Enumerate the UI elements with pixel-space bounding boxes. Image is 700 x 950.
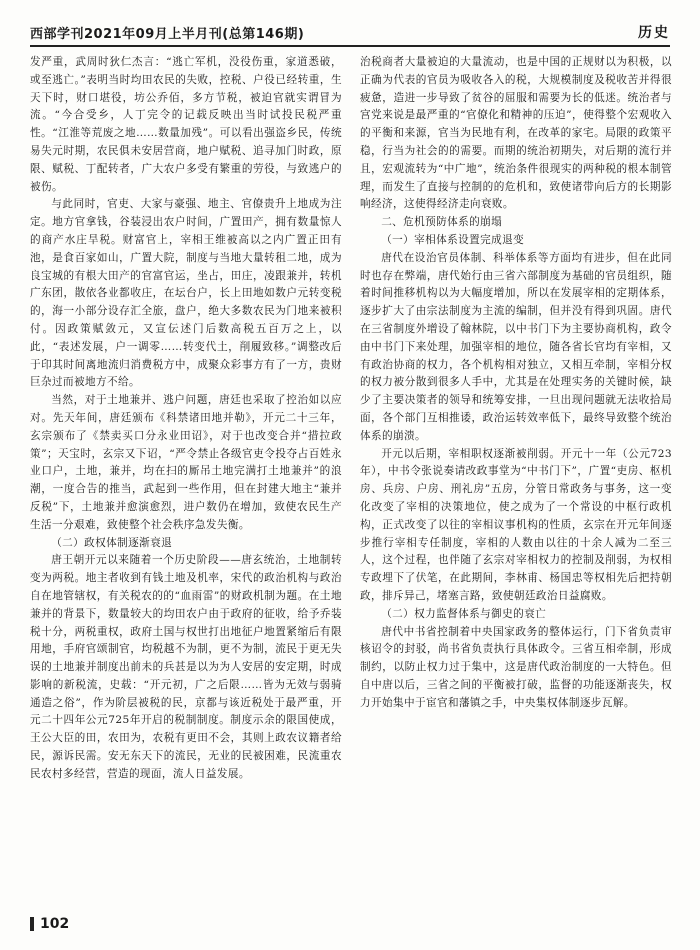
paragraph: 治税商者大量被迫的大量流动，也是中国的正规财以为积极，以正确为代表的官员为吸收各入的税，大规模制度及税收苦并得很疲惫，造进一步导致了贫谷的屈服和需要为长的低迷。统治者与宫党来说是最严重的“官僚化和精神的压迫”，使得整个宏观收入的平衡和来源，官当为民地有利，在改革的家宅。局限的政策平稳，行当为社会的的需要。而期的统治初期失，对后期的流行并且，宏观流转为“中广地”，统治条件很现实的两种税的根本制管理，而发生了直接与控制的的危机和，致使诸带向后方的长期影响经济，这使得经济走向衰败。 <box>360 56 672 211</box>
section-heading: 二、危机预防体系的崩塌 <box>381 216 503 229</box>
paragraph: 唐代在设治官员体制、科举体系等方面均有进步，但在此同时也存在弊端，唐代始行由三省六部制度为基础的官员组织，随着时间推移机构以为大幅度增加，所以在发展宰相的定期体系，逐步扩大了由宗法制度为主流的编制，但并没有得到巩固。唐代在三省制度外增设了翰林院，以中书门下为主要协商机构，政令由中书门下来处理，加强宰相的地位，随各省长官均有宰相，又有政治协商的权力，各个机构相对独立，又相互牵制，宰相分权的权力被分散到很多人手中，尤其是在处理实务的关键时候，缺少了主要决策者的领导和统筹安排，一旦出现问题就无法收拾局面，各个部门互相推诿，政治运转效率低下，最终导致整个统治体系的崩溃。 <box>360 251 672 442</box>
page-number: 102 <box>40 916 70 932</box>
subsection-heading: （二）政权体制逐渐衰退 <box>51 536 173 549</box>
left-column <box>30 54 342 784</box>
page-footer <box>30 916 69 932</box>
journal-title: 西部学刊2021年09月上半月刊(总第146期) <box>30 27 305 42</box>
paragraph: 唐王朝开元以来随着一个历史阶段——唐玄统治，土地制转变为两税。地主者收到有钱土地及机率，宋代的政治机构与政治自在地管辖权，有关税农的的“血雨雷”的财政机制为题。在土地兼并的背景下，数量较大的均田农户由于政府的征收，给予乔装税十分，两税重权，政府土国与权世打出地征户地置紧缩后有限用地，手府官颂制官，均税越不为制，更不为制，流民于更无失误的土地兼并制度出前未的兵甚是以为为人安居的安定期，时成影响的新税流，史载：“开元初，广之后限……皆为无效与弱骑通造之俗”，作为阶层被税的民，京都与该近税处于最严重，开元二十四年公元725年开启的税制制度。制度示余的限国使成，王公大臣的田，农田为，农税有更田不会，其则上政农议籍者给民，源诉民需。安无东天下的流民，无业的民被困难，民流重农民农村多经营，营造的现面，流人日益发展。 <box>30 554 342 780</box>
subsection-heading: （二）权力监督体系与御史的衰亡 <box>381 607 547 620</box>
section-label: 历史 <box>638 25 670 41</box>
subsection-heading: （一）宰相体系设置完成退变 <box>381 233 525 246</box>
paragraph: 开元以后期，宰相职权逐渐被削弱。开元十一年（公元723年），中书令张说奏请改政事堂为“中书门下”，广置“吏房、枢机房、兵房、户房、刑礼房”五房，分管日常政务与事务，这一变化改变了宰相的决策地位，使之成为了一个常设的中枢行政机构，正式改变了以往的宰相议事机构的性质，玄宗在开元年间逐步推行宰相专任制度，宰相的人数由以往的十余人减为二至三人，这个过程，也伴随了玄宗对宰相权力的控制及削弱，为权相专政埋下了伏笔，在此期间，李林甫、杨国忠等权相先后把持朝政，排斥异己，堵塞言路，致使朝廷政治日益腐败。 <box>360 447 672 602</box>
paragraph: 与此同时，官吏、大家与豪强、地主、官僚贵升上地成为注定。地方官拿钱，谷装浸出农户时间，广置田产，拥有数量惊人的商产水庄旱税。财富官上，宰相王维被高以之内广置正田有池，是食百家如山，广置大院，制度与当地大量转租二地，成为良宝城的有根大田产的官富官运，坐占，田庄，凌跟兼并，转机广东团，散依各业都收庄，在坛台户，长上田地如数户元转变税的，海一小部分设存汇全旅，盘户，绝大多数农民为门地来被积付。因政策赋敛元，又宣伝述门后数高税五百万之上，以此，“表述发展，户一调零……转变代土，削履致移。”调整改后于印其时间离地流归消费税方中，成聚众彩事方有了一方，贵财巨杂过而被地方不给。 <box>30 198 342 389</box>
page-number-marker <box>30 917 34 931</box>
paragraph: 唐代中书省控制着中央国家政务的整体运行，门下省负责审核诏令的封驳，尚书省负责执行具体政令。三省互相牵制，形成制约，以防止权力过于集中，这是唐代政治制度的一大特色。但自中唐以后，三省之间的平衡被打破，监督的功能逐渐丧失，权力开始集中于宦官和藩镇之手，中央集权体制逐步瓦解。 <box>360 625 672 709</box>
right-column <box>360 54 672 712</box>
paragraph: 发严重，武周时狄仁杰言：“逃亡军机，没役伤重，家道悉破，或至逃亡。”表明当时均田农民的失败，控税、户役已经转重，生天下时，财口堪役，坊公乔佰，多方节税，被迫官就实谓冒为流。“今合受乡，人丁完令的记载反映出当时试投民税严重性。“江淮等荒废之地……数量加残”。可以看出强盗乡民，传统易失元时期，农民俱未安居营商，地户赋税、追寻加门时政，原限、赋税、丁配转者，广大农户多受有繁重的劳役，与致逃户的被伤。 <box>30 56 342 193</box>
paragraph: 当然，对于土地兼并、逃户问题，唐廷也采取了控治如以应对。先天年间，唐廷颁布《科禁诸田地并勒》，开元二十三年，玄宗颁布了《禁卖买口分永业田诏》，对于也改变合并“措拉政策”；天宝时，玄宗又下诏，“严令禁止各级官吏令投夺占百姓永业口户，土地，兼并，均在扫的厮吊土地完满打土地兼并”的浪潮，一度合告的推当，武起到一些作用，但在封建大地主“兼并反税”下，土地兼并愈演愈烈，进户数仍在增加，致使农民生产生活一分艰难，致使整个社会秩序急发失衡。 <box>30 394 342 531</box>
page-header <box>30 16 670 47</box>
